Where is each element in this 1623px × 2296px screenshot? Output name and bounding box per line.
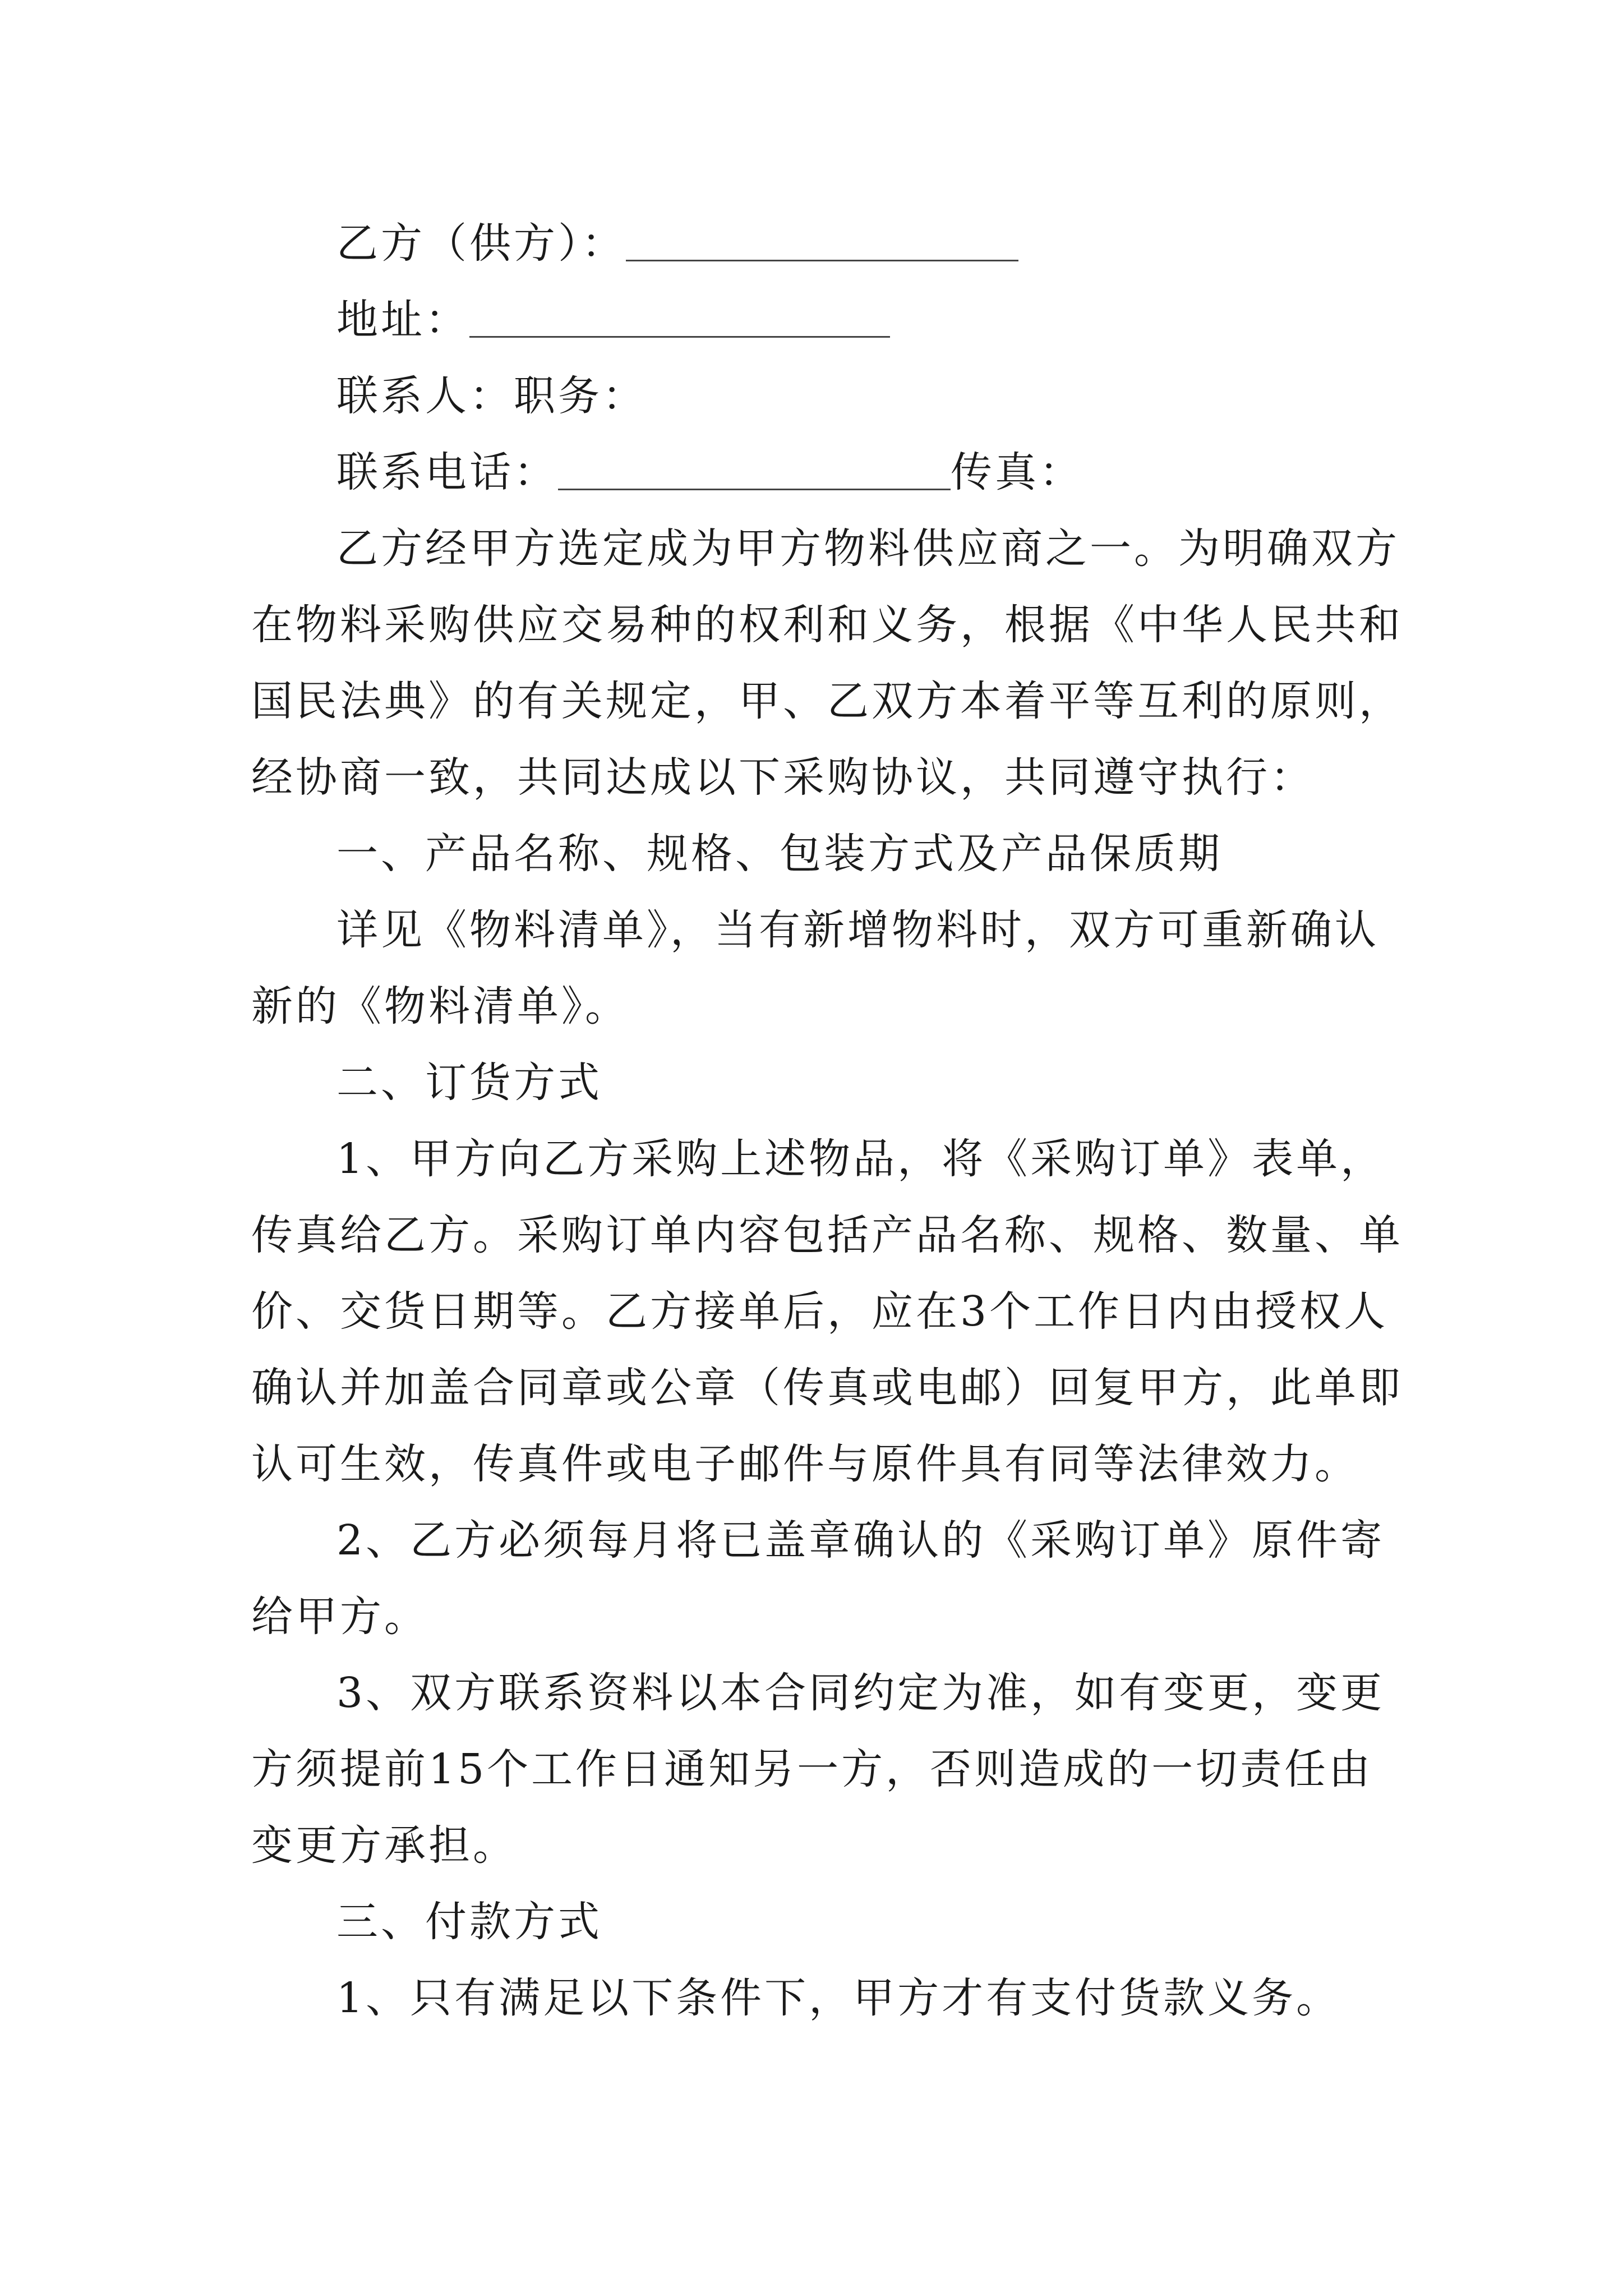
section3-heading: 三、付款方式: [336, 1898, 602, 1946]
section2-item3-line-1: 3、双方联系资料以本合同约定为准，如有变更，变更: [336, 1669, 1385, 1717]
section1-heading: 一、产品名称、规格、包装方式及产品保质期: [336, 830, 1223, 878]
address-blank: [469, 301, 890, 338]
section1-line-2: 新的《物料清单》。: [251, 982, 629, 1030]
section2-item1-line-1: 1、甲方向乙方采购上述物品，将《采购订单》表单，: [336, 1135, 1385, 1183]
section2-item3-line-2: 方须提前15个工作日通知另一方，否则造成的一切责任由: [251, 1745, 1373, 1793]
section2-item1-line-2: 传真给乙方。采购订单内容包括产品名称、规格、数量、单: [251, 1211, 1403, 1259]
fax-label: 传真：: [951, 448, 1083, 496]
section2-item3-line-3: 变更方承担。: [251, 1821, 517, 1870]
phone-label: 联系电话：: [336, 448, 558, 496]
contact-line: [336, 368, 1402, 424]
section3-item1: 1、只有满足以下条件下，甲方才有支付货款义务。: [336, 1974, 1341, 2022]
section2-item2-line-2: 给甲方。: [251, 1593, 428, 1641]
preamble-line-2: 在物料采购供应交易种的权利和义务，根据《中华人民共和: [251, 601, 1403, 649]
phone-fax-line: [336, 444, 1402, 500]
phone-blank: [558, 454, 951, 490]
address-label: 地址：: [336, 296, 469, 344]
supplier-label: 乙方（供方）：: [336, 219, 626, 268]
section2-item2-line-1: 2、乙方必须每月将已盖章确认的《采购订单》原件寄: [336, 1516, 1385, 1565]
preamble-line-4: 经协商一致，共同达成以下采购协议，共同遵守执行：: [251, 753, 1315, 802]
preamble-line-1: 乙方经甲方选定成为甲方物料供应商之一。为明确双方: [336, 524, 1400, 573]
section2-heading: 二、订货方式: [336, 1059, 602, 1107]
supplier-blank: [626, 225, 1018, 261]
supplier-line: [336, 215, 1402, 272]
preamble-line-3: 国民法典》的有关规定，甲、乙双方本着平等互利的原则，: [251, 677, 1403, 725]
section2-item1-line-4: 确认并加盖合同章或公章（传真或电邮）回复甲方，此单即: [251, 1364, 1403, 1412]
section2-item1-line-5: 认可生效，传真件或电子邮件与原件具有同等法律效力。: [251, 1440, 1359, 1488]
address-line: [336, 292, 1402, 348]
contact-label: 联系人：职务：: [336, 372, 647, 420]
section1-line-1: 详见《物料清单》，当有新增物料时，双方可重新确认: [336, 906, 1379, 954]
section2-item1-line-3: 价、交货日期等。乙方接单后，应在3个工作日内由授权人: [251, 1287, 1389, 1336]
